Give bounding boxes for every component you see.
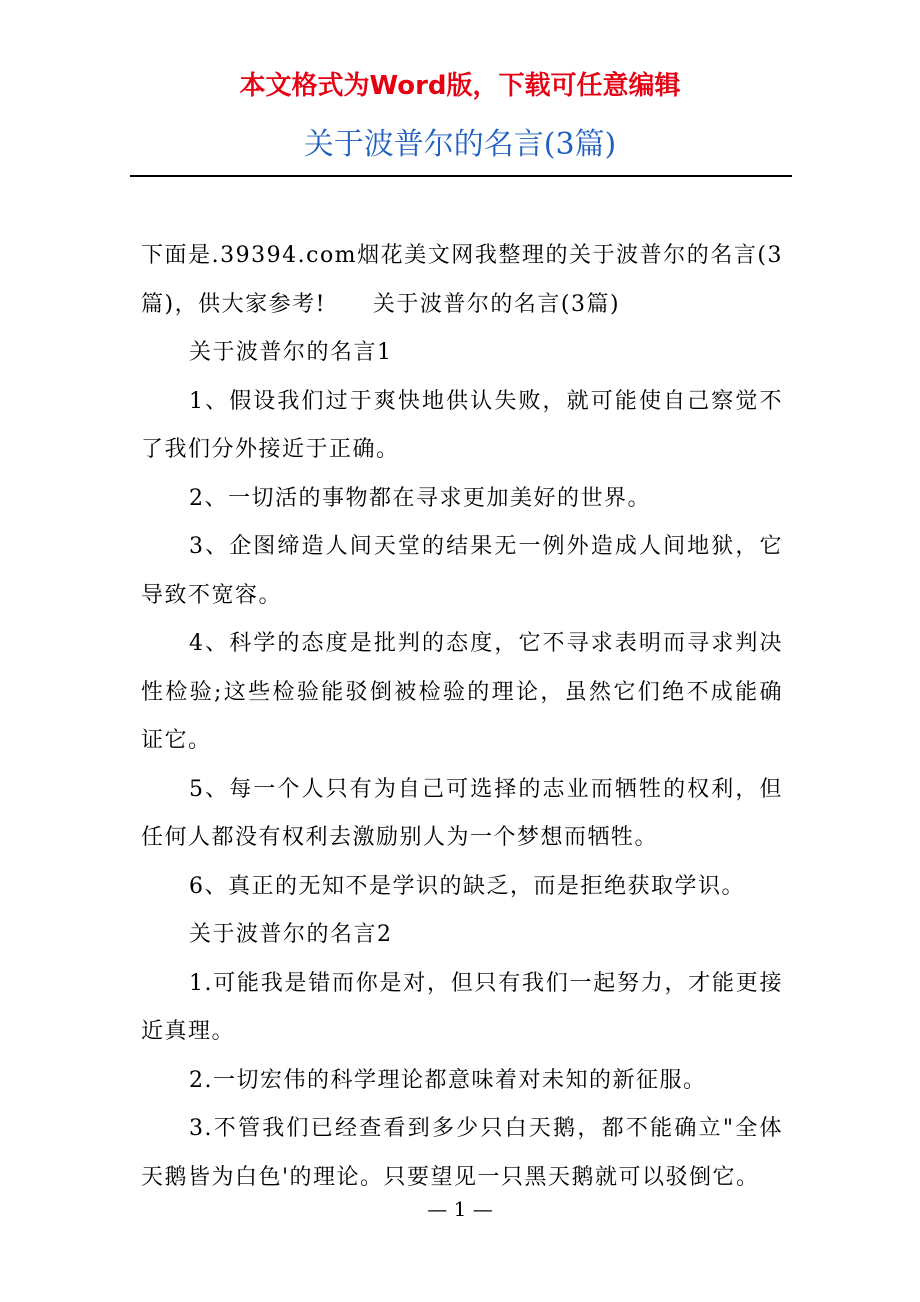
section-heading-2: 关于波普尔的名言2 — [189, 922, 393, 947]
quote-item: 3、企图缔造人间天堂的结果无一例外造成人间地狱，它导致不宽容。 — [141, 534, 783, 608]
document-body — [141, 232, 783, 1202]
section-heading-1: 关于波普尔的名言1 — [189, 340, 393, 365]
title-divider — [130, 175, 792, 177]
quote-item: 2、一切活的事物都在寻求更加美好的世界。 — [189, 485, 651, 511]
quote-item: 2.一切宏伟的科学理论都意味着对未知的新征服。 — [189, 1067, 707, 1093]
quote-item: 3.不管我们已经查看到多少只白天鹅，都不能确立"全体天鹅皆为白色'的理论。只要望见一只黑天鹅就可以驳倒它。 — [141, 1116, 783, 1190]
page-title: 关于波普尔的名言(3篇) — [303, 127, 617, 162]
quote-item: 1、假设我们过于爽快地供认失败，就可能使自己察觉不了我们分外接近于正确。 — [141, 388, 783, 462]
quote-item: 4、科学的态度是批判的态度，它不寻求表明而寻求判决性检验;这些检验能驳倒被检验的理论，虽然它们绝不成能确证它。 — [141, 631, 783, 753]
page-number: — 1 — — [427, 1197, 493, 1221]
quote-item: 5、每一个人只有为自己可选择的志业而牺牲的权利，但任何人都没有权利去激励别人为一个梦想而牺牲。 — [141, 776, 783, 850]
quote-item: 6、真正的无知不是学识的缺乏，而是拒绝获取学识。 — [189, 873, 745, 899]
intro-paragraph: 下面是.39394.com烟花美文网我整理的关于波普尔的名言(3篇)，供大家参考! 关于波普尔的名言(3篇) — [141, 243, 783, 317]
format-banner: 本文格式为Word版，下载可任意编辑 — [239, 71, 681, 101]
quote-item: 1.可能我是错而你是对，但只有我们一起努力，才能更接近真理。 — [141, 970, 783, 1044]
